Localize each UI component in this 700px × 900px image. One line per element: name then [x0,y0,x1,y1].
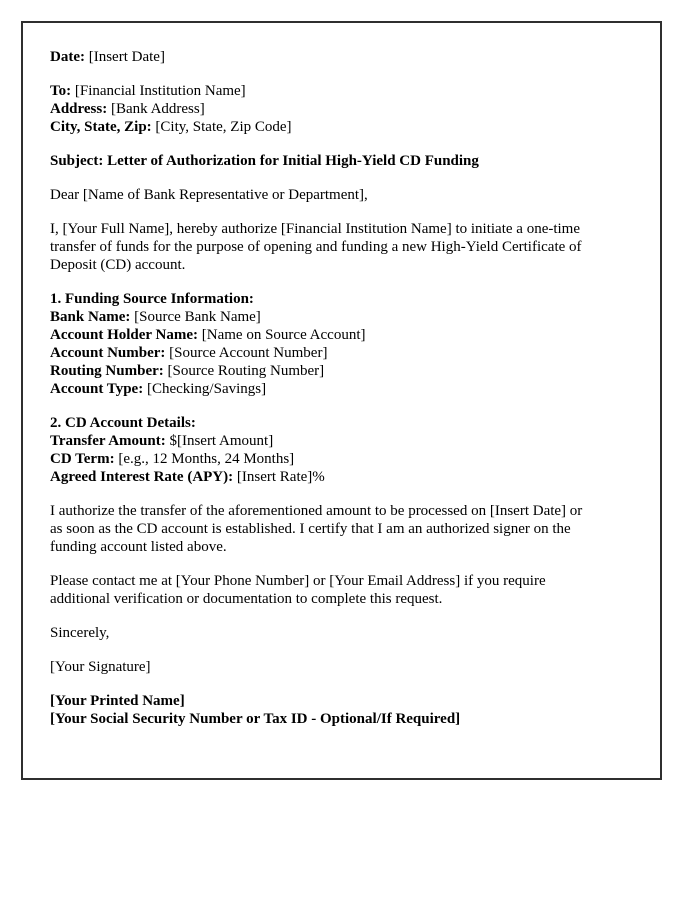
paragraph-processing-terms [50,502,633,556]
letter-text: Please contact me at [Your Phone Number] or [Your Email Address] if you require [50,573,546,589]
paragraph-authorization-intro [50,220,633,274]
paragraph-signature [50,658,633,676]
letter-line [50,380,633,398]
letter-line [50,152,633,170]
letter-line [50,326,633,344]
letter-line [50,692,633,710]
paragraph-salutation [50,186,633,204]
paragraph-contact-request [50,572,633,608]
letter-text: Sincerely, [50,625,110,641]
letter-line [50,238,633,256]
field-label: Routing Number: [50,363,164,379]
letter-line [50,710,633,728]
field-label: Address: [50,101,108,117]
letter-text: transfer of funds for the purpose of opening and funding a new High-Yield Certificate of [50,239,582,255]
letter-line [50,450,633,468]
field-label: To: [50,83,72,99]
field-label: 1. Funding Source Information: [50,291,254,307]
letter-text: I authorize the transfer of the aforementioned amount to be processed on [Insert Date] or [50,503,583,519]
letter-text: $[Insert Amount] [165,433,274,449]
paragraph-signature-block [50,692,633,728]
letter-line [50,48,633,66]
field-label: Transfer Amount: [50,433,166,449]
field-label: CD Term: [50,451,115,467]
letter-text: [Financial Institution Name] [71,83,246,99]
field-label: Agreed Interest Rate (APY): [50,469,234,485]
letter-line [50,468,633,486]
letter-line [50,572,633,590]
field-label: Account Holder Name: [50,327,199,343]
field-label: Bank Name: [50,309,131,325]
paragraph-date [50,48,633,66]
letter-line [50,520,633,538]
letter-line [50,538,633,556]
letter-line [50,502,633,520]
letter-text: [Name on Source Account] [198,327,366,343]
letter-text: funding account listed above. [50,539,227,555]
letter-text: [Source Account Number] [165,345,328,361]
letter-line [50,186,633,204]
letter-line [50,290,633,308]
letter-text: I, [Your Full Name], hereby authorize [Financial Institution Name] to initiate a one-time [50,221,581,237]
letter-line [50,590,633,608]
field-label: City, State, Zip: [50,119,152,135]
letter-line [50,624,633,642]
letter-body [50,48,633,728]
letter-line [50,220,633,238]
paragraph-cd-account-details [50,414,633,486]
field-label: Date: [50,49,85,65]
letter-text: [Source Bank Name] [130,309,261,325]
letter-line [50,100,633,118]
letter-line [50,82,633,100]
letter-line [50,432,633,450]
letter-line [50,308,633,326]
letter-text: [Source Routing Number] [163,363,325,379]
letter-text: Deposit (CD) account. [50,257,186,273]
field-label: Account Type: [50,381,144,397]
field-label: [Your Social Security Number or Tax ID - Optional/If Required] [50,711,461,727]
letter-page [21,21,662,780]
letter-line [50,344,633,362]
field-label: Subject: Letter of Authorization for Initial High-Yield CD Funding [50,153,479,169]
letter-line [50,118,633,136]
paragraph-recipient [50,82,633,136]
paragraph-subject [50,152,633,170]
letter-line [50,362,633,380]
letter-text: [City, State, Zip Code] [151,119,292,135]
letter-line [50,256,633,274]
letter-line [50,414,633,432]
field-label: 2. CD Account Details: [50,415,196,431]
letter-text: [Insert Date] [84,49,165,65]
letter-text: as soon as the CD account is established. I certify that I am an authorized signer on the [50,521,571,537]
letter-text: Dear [Name of Bank Representative or Department], [50,187,368,203]
paragraph-closing [50,624,633,642]
letter-text: [e.g., 12 Months, 24 Months] [114,451,295,467]
letter-text: [Bank Address] [107,101,205,117]
letter-text: [Checking/Savings] [143,381,267,397]
letter-text: [Insert Rate]% [233,469,325,485]
letter-line [50,658,633,676]
letter-text: additional verification or documentation to complete this request. [50,591,443,607]
field-label: [Your Printed Name] [50,693,185,709]
field-label: Account Number: [50,345,166,361]
letter-text: [Your Signature] [50,659,151,675]
paragraph-funding-source-information [50,290,633,398]
